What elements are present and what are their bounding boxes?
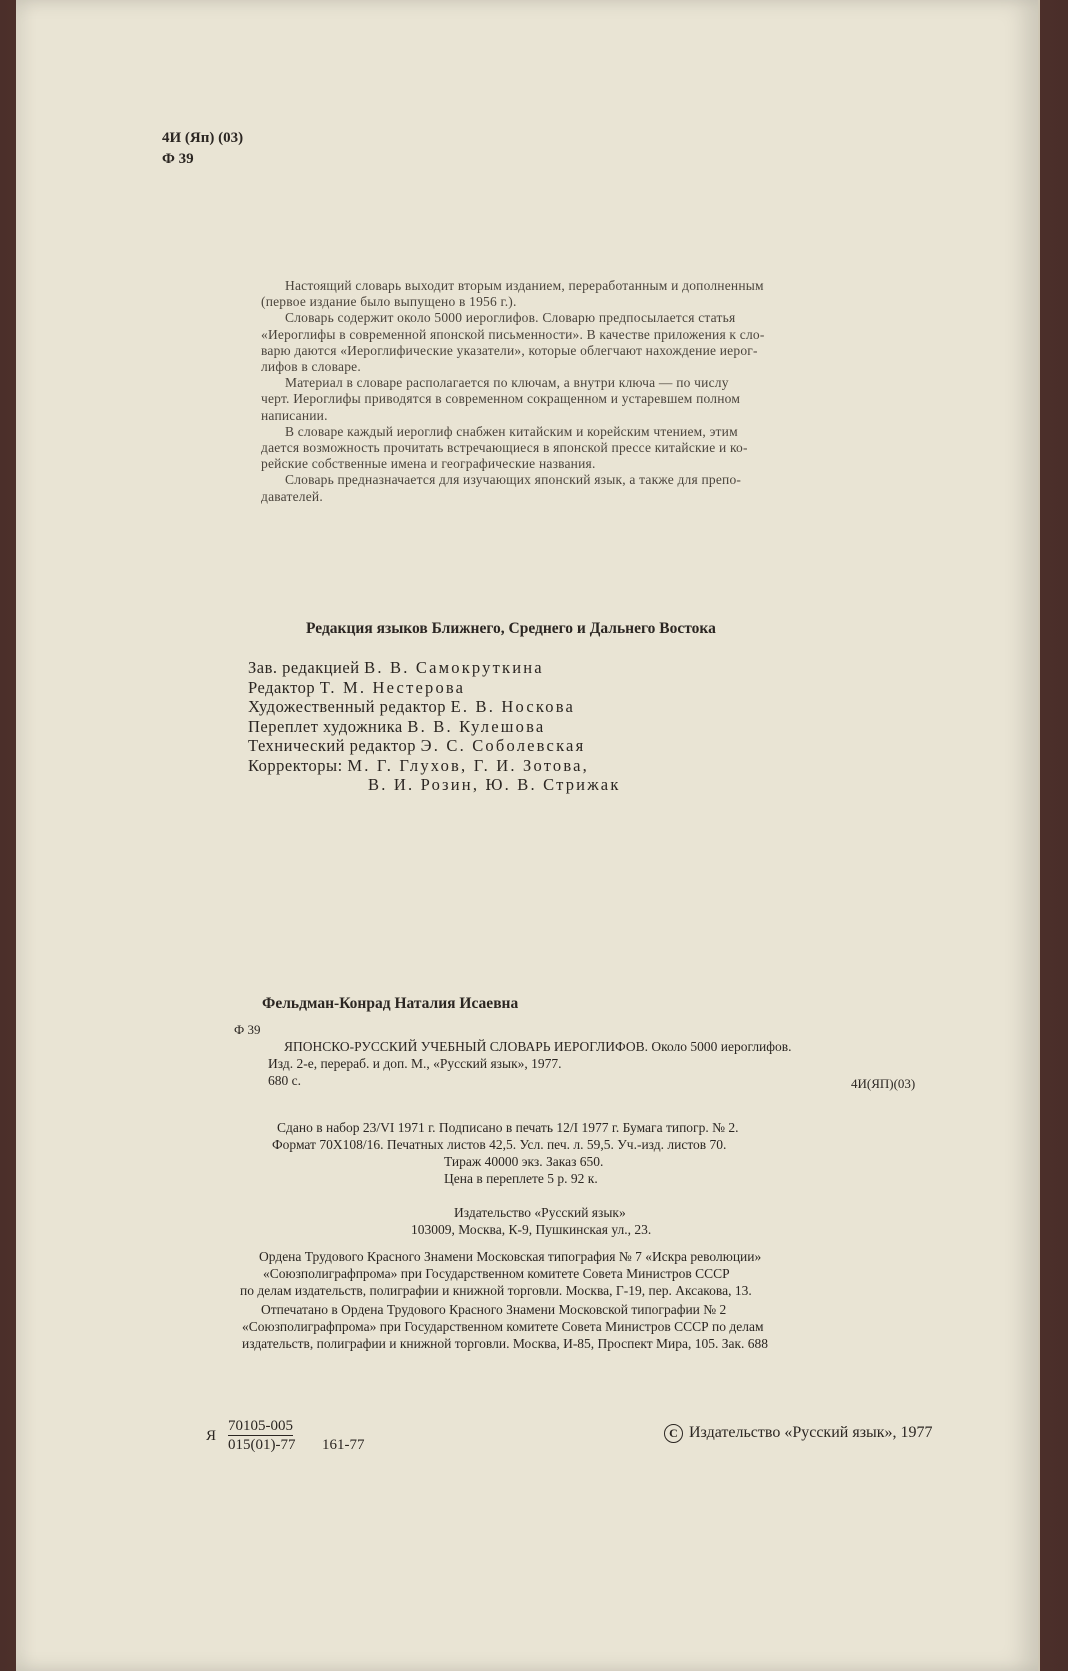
staff-art-editor-name: Е. В. Носкова — [450, 697, 575, 716]
annotation-line: Словарь предназначается для изучающих японский язык, а также для препо- — [285, 472, 742, 488]
printer-line: Ордена Трудового Красного Знамени Московская типография № 7 «Искра революции» — [259, 1249, 762, 1264]
catalog-pages: 680 с. — [268, 1073, 301, 1088]
publisher-address: 103009, Москва, К-9, Пушкинская ул., 23. — [411, 1222, 652, 1237]
publisher-name: Издательство «Русский язык» — [454, 1205, 626, 1220]
annotation-line: Материал в словаре располагается по ключам, а внутри ключа — по числу — [285, 375, 729, 391]
annotation-line: дается возможность прочитать встречающиеся в японской прессе китайские и ко- — [261, 440, 748, 456]
catalog-edition: Изд. 2-е, перераб. и доп. М., «Русский язык», 1977. — [268, 1056, 562, 1071]
staff-tech-editor-name: Э. С. Соболевская — [420, 736, 586, 755]
imprint-line: Цена в переплете 5 р. 92 к. — [444, 1171, 598, 1186]
annotation-line: черт. Иероглифы приводятся в современном сокращенном и устаревшем полном — [261, 391, 741, 407]
annotation-line: варю даются «Иероглифические указатели», которые облегчают нахождение иерог- — [261, 342, 758, 358]
copyright-notice — [664, 1424, 933, 1443]
annotation-block — [261, 278, 951, 505]
staff-art-editor-label: Художественный редактор — [248, 697, 446, 716]
imprint-line: Сдано в набор 23/VI 1971 г. Подписано в печать 12/I 1977 г. Бумага типогр. № 2. — [277, 1120, 739, 1135]
annotation-line: рейские собственные имена и географические названия. — [261, 456, 596, 472]
catalog-title: ЯПОНСКО-РУССКИЙ УЧЕБНЫЙ СЛОВАРЬ ИЕРОГЛИФОВ. Около 5000 иероглифов. — [284, 1039, 792, 1054]
annotation-line: (первое издание было выпущено в 1956 г.). — [261, 294, 517, 310]
printer-line: издательств, полиграфии и книжной торговли. Москва, И-85, Проспект Мира, 105. Зак. 688 — [242, 1336, 769, 1351]
annotation-line: Настоящий словарь выходит вторым изданием, переработанным и дополненным — [285, 278, 764, 293]
copyright-text: Издательство «Русский язык», 1977 — [689, 1424, 933, 1442]
printer-line: «Союзполиграфпрома» при Государственном комитете Совета Министров СССР по делам — [242, 1319, 764, 1334]
copyright-icon: C — [664, 1424, 683, 1443]
catalog-author: Фельдман-Конрад Наталия Исаевна — [262, 995, 519, 1012]
staff-binding-row — [248, 717, 621, 737]
staff-proof-names-2: В. И. Розин, Ю. В. Стрижак — [368, 775, 621, 794]
imprint-line: Формат 70Х108/16. Печатных листов 42,5. Усл. печ. л. 59,5. Уч.-изд. листов 70. — [272, 1137, 727, 1152]
printer-line: по делам издательств, полиграфии и книжной торговли. Москва, Г-19, пер. Аксакова, 13. — [240, 1283, 752, 1298]
catalog-code: Ф 39 — [234, 1022, 261, 1037]
printer-line: «Союзполиграфпрома» при Государственном комитете Совета Министров СССР — [263, 1266, 730, 1281]
staff-proof-names: М. Г. Глухов, Г. И. Зотова, — [347, 755, 589, 775]
index-prefix: Я — [206, 1428, 217, 1444]
staff-binding-name: В. В. Кулешова — [407, 716, 546, 736]
staff-art-editor-row — [248, 697, 621, 717]
annotation-line: написании. — [261, 407, 328, 423]
staff-proof-label: Корректоры: — [248, 755, 343, 775]
annotation-line: «Иероглифы в современной японской письменности». В качестве приложения к сло- — [261, 326, 765, 342]
staff-binding-label: Переплет художника — [248, 716, 403, 736]
classification-code: 4И (Яп) (03) — [162, 130, 244, 146]
index-denominator: 015(01)-77 — [228, 1437, 296, 1453]
shelf-code: Ф 39 — [162, 151, 194, 167]
printer-line: Отпечатано в Ордена Трудового Красного Знамени Московской типографии № 2 — [261, 1302, 727, 1317]
staff-list — [248, 658, 621, 795]
annotation-line: лифов в словаре. — [261, 359, 361, 375]
staff-tech-editor-row — [248, 736, 621, 756]
staff-editor-row — [248, 678, 621, 698]
book-page — [16, 0, 1040, 1671]
index-numerator: 70105-005 — [228, 1418, 293, 1434]
editorial-office-heading: Редакция языков Ближнего, Среднего и Дальнего Востока — [306, 620, 716, 637]
staff-editor-name: Т. М. Нестерова — [319, 677, 466, 697]
staff-editor-label: Редактор — [248, 677, 316, 697]
annotation-line: В словаре каждый иероглиф снабжен китайским и корейским чтением, этим — [285, 423, 738, 439]
index-tail: 161-77 — [322, 1437, 365, 1453]
catalog-class-code: 4И(ЯП)(03) — [851, 1076, 916, 1091]
staff-proof-row-2 — [248, 775, 621, 795]
staff-head-name: В. В. Самокруткина — [364, 658, 544, 677]
annotation-line: Словарь содержит около 5000 иероглифов. Словарю предпосылается статья — [285, 310, 736, 326]
staff-head-label: Зав. редакцией — [248, 658, 360, 677]
staff-tech-editor-label: Технический редактор — [248, 736, 416, 755]
staff-head-row — [248, 658, 621, 678]
imprint-line: Тираж 40000 экз. Заказ 650. — [444, 1154, 604, 1169]
annotation-line: давателей. — [261, 488, 323, 504]
staff-proof-row — [248, 756, 621, 776]
